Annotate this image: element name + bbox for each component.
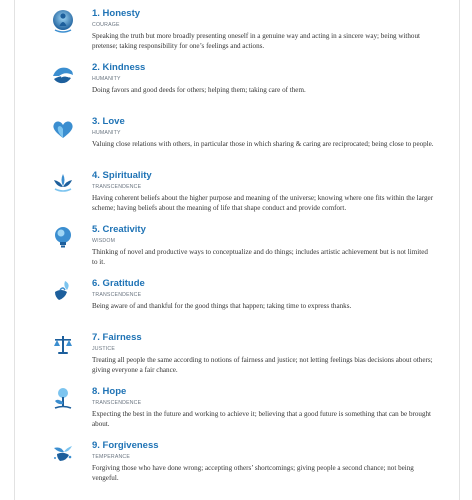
strength-item-love — [0, 116, 472, 174]
kindness-icon — [51, 62, 75, 88]
strength-category: TRANSCENDENCE — [92, 400, 142, 406]
strength-title: 4. Spirituality — [92, 170, 152, 181]
strength-category: JUSTICE — [92, 346, 116, 352]
strength-item-spirituality — [0, 170, 472, 228]
strength-item-gratitude — [0, 278, 472, 336]
strength-description: Forgiving those who have done wrong; accepting others’ shortcomings; giving people a second chance; not being vengeful. — [92, 464, 414, 482]
strength-item-forgiveness — [0, 440, 472, 498]
strength-category: TRANSCENDENCE — [92, 184, 142, 190]
strength-category: COURAGE — [92, 22, 120, 28]
strength-category: HUMANITY — [92, 130, 121, 136]
strength-category: WISDOM — [92, 238, 116, 244]
strength-item-creativity — [0, 224, 472, 282]
strength-description: Valuing close relations with others, in particular those in which sharing & caring are reciprocated; being close to people. — [92, 140, 434, 148]
strength-title: 1. Honesty — [92, 8, 141, 19]
strength-description: Being aware of and thankful for the good things that happen; taking time to express thanks. — [92, 302, 352, 310]
strength-category: TEMPERANCE — [92, 454, 131, 460]
gratitude-icon — [51, 278, 75, 304]
hope-icon — [51, 386, 75, 412]
strength-title: 7. Fairness — [92, 332, 142, 343]
strength-title: 8. Hope — [92, 386, 127, 397]
strength-description: Treating all people the same according to notions of fairness and justice; not letting feelings bias decisions about others; giving everyone a fair chance. — [92, 356, 433, 374]
strength-title: 6. Gratitude — [92, 278, 145, 289]
strength-category: TRANSCENDENCE — [92, 292, 142, 298]
strength-description: Expecting the best in the future and working to achieve it; believing that a good future is something that can be brought about. — [92, 410, 432, 428]
strength-description: Thinking of novel and productive ways to conceptualize and do things; includes artistic achievement but is not limited to it. — [92, 248, 428, 266]
spirituality-icon — [51, 170, 75, 196]
strength-category: HUMANITY — [92, 76, 121, 82]
strength-title: 2. Kindness — [92, 62, 146, 73]
forgiveness-icon — [51, 440, 75, 466]
creativity-icon — [51, 224, 75, 250]
strength-description: Speaking the truth but more broadly presenting oneself in a genuine way and acting in a sincere way; being without pretense; taking responsibility for one’s feelings and actions. — [92, 32, 420, 50]
strength-title: 5. Creativity — [92, 224, 146, 235]
honesty-icon — [51, 8, 75, 34]
strength-item-kindness — [0, 62, 472, 120]
love-icon — [51, 116, 75, 142]
fairness-icon — [51, 332, 75, 358]
strength-item-fairness — [0, 332, 472, 390]
strength-description: Having coherent beliefs about the higher purpose and meaning of the universe; knowing where one fits within the larger scheme; having beliefs about the meaning of life that shape conduct and provide comfort. — [92, 194, 434, 212]
strength-title: 3. Love — [92, 116, 125, 127]
strength-description: Doing favors and good deeds for others; helping them; taking care of them. — [92, 86, 306, 94]
strength-title: 9. Forgiveness — [92, 440, 159, 451]
strength-item-honesty — [0, 8, 472, 66]
strength-item-hope — [0, 386, 472, 444]
